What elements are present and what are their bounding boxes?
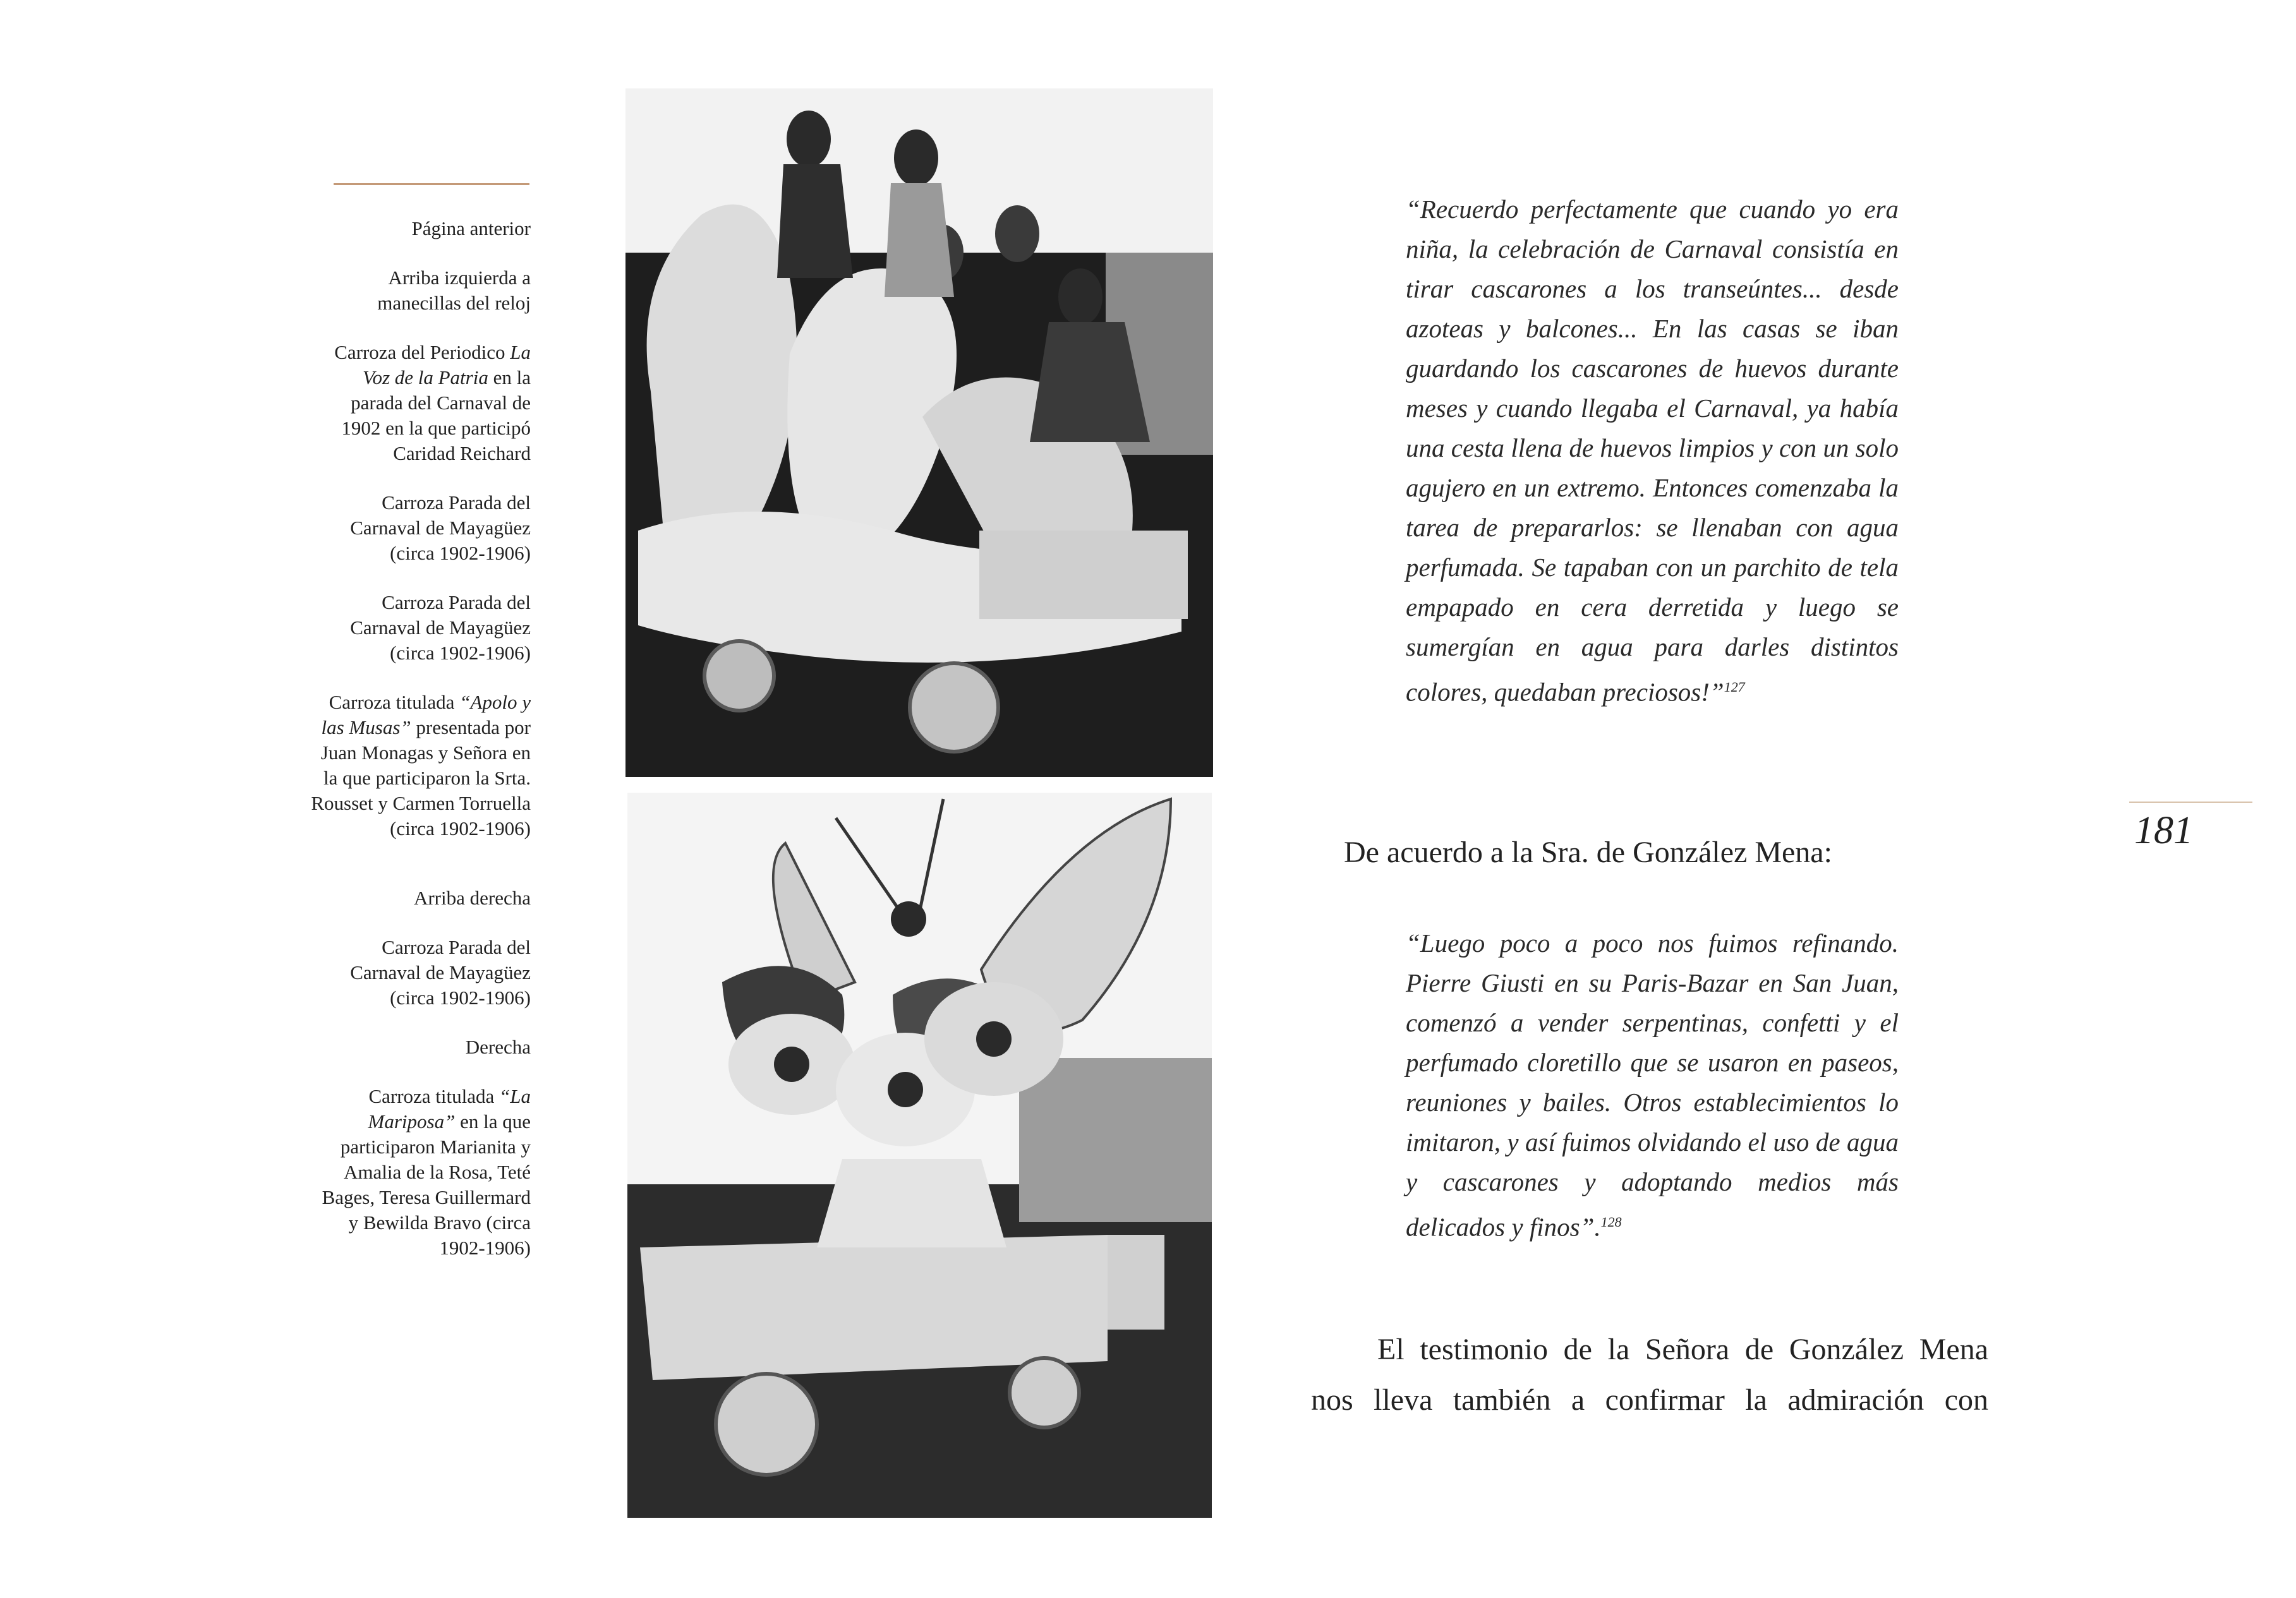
body-line-2: nos lleva también a confirmar la admiración con bbox=[1311, 1383, 1988, 1417]
caption-rule bbox=[334, 183, 529, 185]
caption-top-right-label: Arriba derecha bbox=[413, 887, 531, 909]
caption-parada-3: Carroza Parada del Carnaval de Mayagüez (circa 1902-1906) bbox=[350, 936, 531, 1009]
quote-gonzalez-mena: “Luego poco a poco nos fuimos refinando. Pierre Giusti en su Paris-Bazar en San Juan, comenzó a vender serpentinas, confetti y el perfumado cloretillo que se usaron en paseos, reuniones y bailes. Otros establecimientos lo imitaron, y así fuimos olvidando el uso de agua y cascarones y adoptando medios más delicados y finos”.$^{128}$ bbox=[1406, 928, 1899, 1242]
photo-captions bbox=[310, 216, 531, 1285]
caption-parada-2: Carroza Parada del Carnaval de Mayagüez (circa 1902-1906) bbox=[350, 591, 531, 664]
footnote-128: 128 bbox=[1600, 1214, 1622, 1230]
caption-parada-1: Carroza Parada del Carnaval de Mayagüez (circa 1902-1906) bbox=[350, 491, 531, 564]
caption-right-label: Derecha bbox=[465, 1036, 531, 1058]
quote-carnaval-cascarones: “Recuerdo perfectamente que cuando yo era niña, la celebración de Carnaval consistía en tirar cascarones a los transeúntes... desde azoteas y balcones... En las casas se iban guardando los cascarones de huevos durante meses y cuando llegaba el Carnaval, ya había una cesta llena de huevos limpios y con un solo agujero en un extremo. Entonces comenzaba la tarea de prepararlos: se llenaban con agua perfumada. Se tapaban con un parchito de tela empapado en cera derretida y luego se sumergían en agua para darles distintos colores, quedaban preciosos!”$^{127}$ bbox=[1406, 195, 1899, 707]
caption-apolo-musas: Carroza titulada “Apolo y las Musas” presentada por Juan Monagas y Señora en la que participaron la Srta. Rousset y Carmen Torruella (circa 1902-1906) bbox=[311, 691, 531, 839]
caption-la-mariposa: Carroza titulada “La Mariposa” en la que participaron Marianita y Amalia de la Rosa, Teté Bages, Teresa Guillermard y Bewilda Bravo (circa 1902-1906) bbox=[322, 1085, 531, 1259]
caption-previous-page: Página anterior bbox=[411, 217, 531, 239]
caption-voz-de-la-patria: Carroza del Periodico La Voz de la Patria en la parada del Carnaval de 1902 en la que participó Caridad Reichard bbox=[334, 341, 531, 464]
photo-butterfly-float bbox=[627, 793, 1212, 1518]
footnote-127: 127 bbox=[1724, 679, 1745, 695]
page-number-rule bbox=[2129, 802, 2252, 803]
body-line-1: El testimonio de la Señora de González Mena bbox=[1377, 1333, 1988, 1366]
caption-top-left-label: Arriba izquierda a manecillas del reloj bbox=[377, 267, 531, 314]
photo-swan-float bbox=[625, 88, 1213, 777]
page-number: 181 bbox=[2134, 809, 2193, 852]
body-paragraph bbox=[1311, 1325, 1988, 1426]
intro-line: De acuerdo a la Sra. de González Mena: bbox=[1344, 836, 1832, 869]
